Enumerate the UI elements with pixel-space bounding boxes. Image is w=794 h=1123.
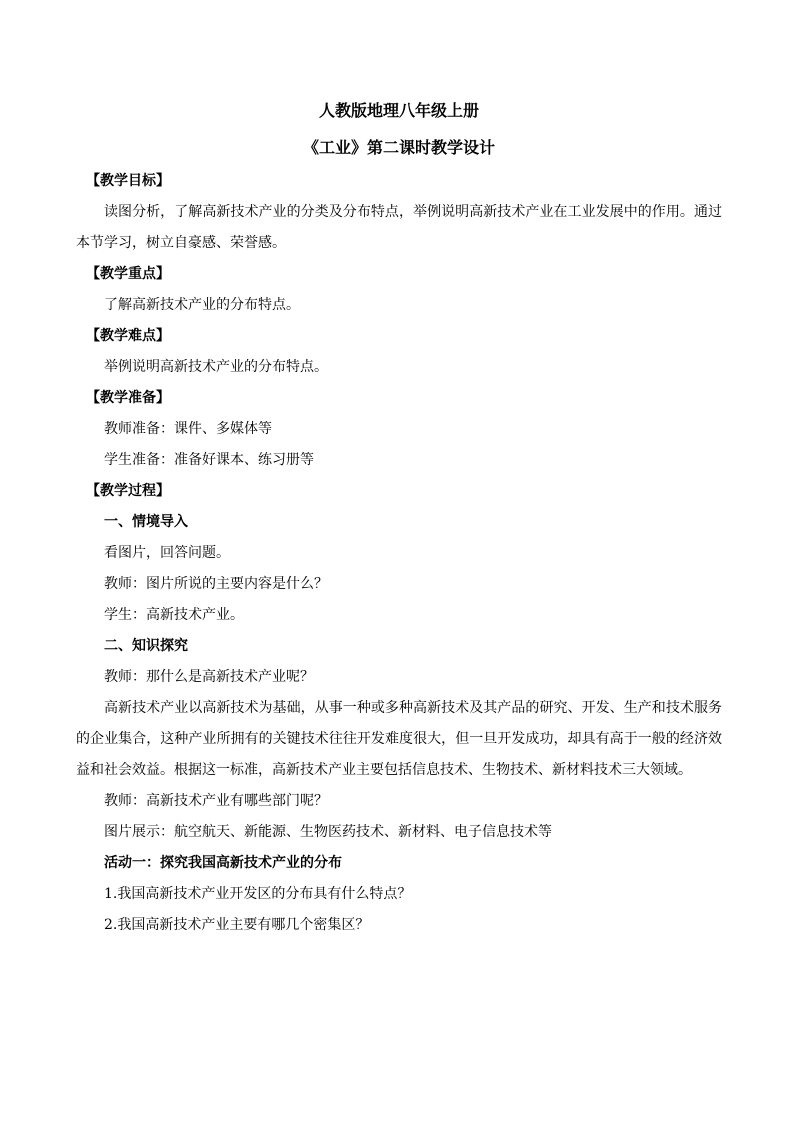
document-page — [76, 100, 722, 941]
document-title-line-1: 人教版地理八年级上册 — [318, 101, 479, 120]
process-heading: 【教学过程】 — [86, 483, 170, 499]
high-tech-definition: 高新技术产业以高新技术为基础，从事一种或多种高新技术及其产品的研究、开发、生产和技术服务的企业集合，这种产业所拥有的关键技术往往开发难度很大，但一旦开发成功，却具有高于一般的经济效益和社会效益。根据这一标准，高新技术产业主要包括信息技术、生物技术、新材料技术三大领域。 — [76, 700, 722, 778]
section-2-question-2: 教师：高新技术产业有哪些部门呢？ — [104, 793, 328, 809]
activity-1-question: 2.我国高新技术产业主要有哪几个密集区？ — [104, 917, 370, 933]
preparation-heading: 【教学准备】 — [86, 390, 170, 406]
teacher-preparation: 教师准备：课件、多媒体等 — [104, 421, 272, 437]
document-title-line-2: 《工业》第二课时教学设计 — [302, 138, 495, 157]
section-1-line: 教师：图片所说的主要内容是什么？ — [104, 576, 328, 592]
key-points-heading: 【教学重点】 — [86, 266, 170, 282]
student-preparation: 学生准备：准备好课本、练习册等 — [104, 452, 314, 468]
goals-text: 读图分析，了解高新技术产业的分类及分布特点，举例说明高新技术产业在工业发展中的作用。通过本节学习，树立自豪感、荣誉感。 — [76, 204, 722, 251]
goals-heading: 【教学目标】 — [86, 173, 170, 189]
section-2-question-1: 教师：那什么是高新技术产业呢？ — [104, 669, 314, 685]
section-2-heading: 二、知识探究 — [104, 638, 188, 654]
key-points-text: 了解高新技术产业的分布特点。 — [104, 297, 300, 313]
activity-1-heading: 活动一：探究我国高新技术产业的分布 — [104, 855, 342, 871]
picture-display-text: 图片展示：航空航天、新能源、生物医药技术、新材料、电子信息技术等 — [104, 824, 552, 840]
section-1-line: 看图片，回答问题。 — [104, 545, 230, 561]
difficulties-heading: 【教学难点】 — [86, 328, 170, 344]
difficulties-text: 举例说明高新技术产业的分布特点。 — [104, 359, 328, 375]
section-1-heading: 一、情境导入 — [104, 514, 188, 530]
activity-1-question: 1.我国高新技术产业开发区的分布具有什么特点？ — [104, 886, 412, 902]
section-1-line: 学生：高新技术产业。 — [104, 607, 244, 623]
